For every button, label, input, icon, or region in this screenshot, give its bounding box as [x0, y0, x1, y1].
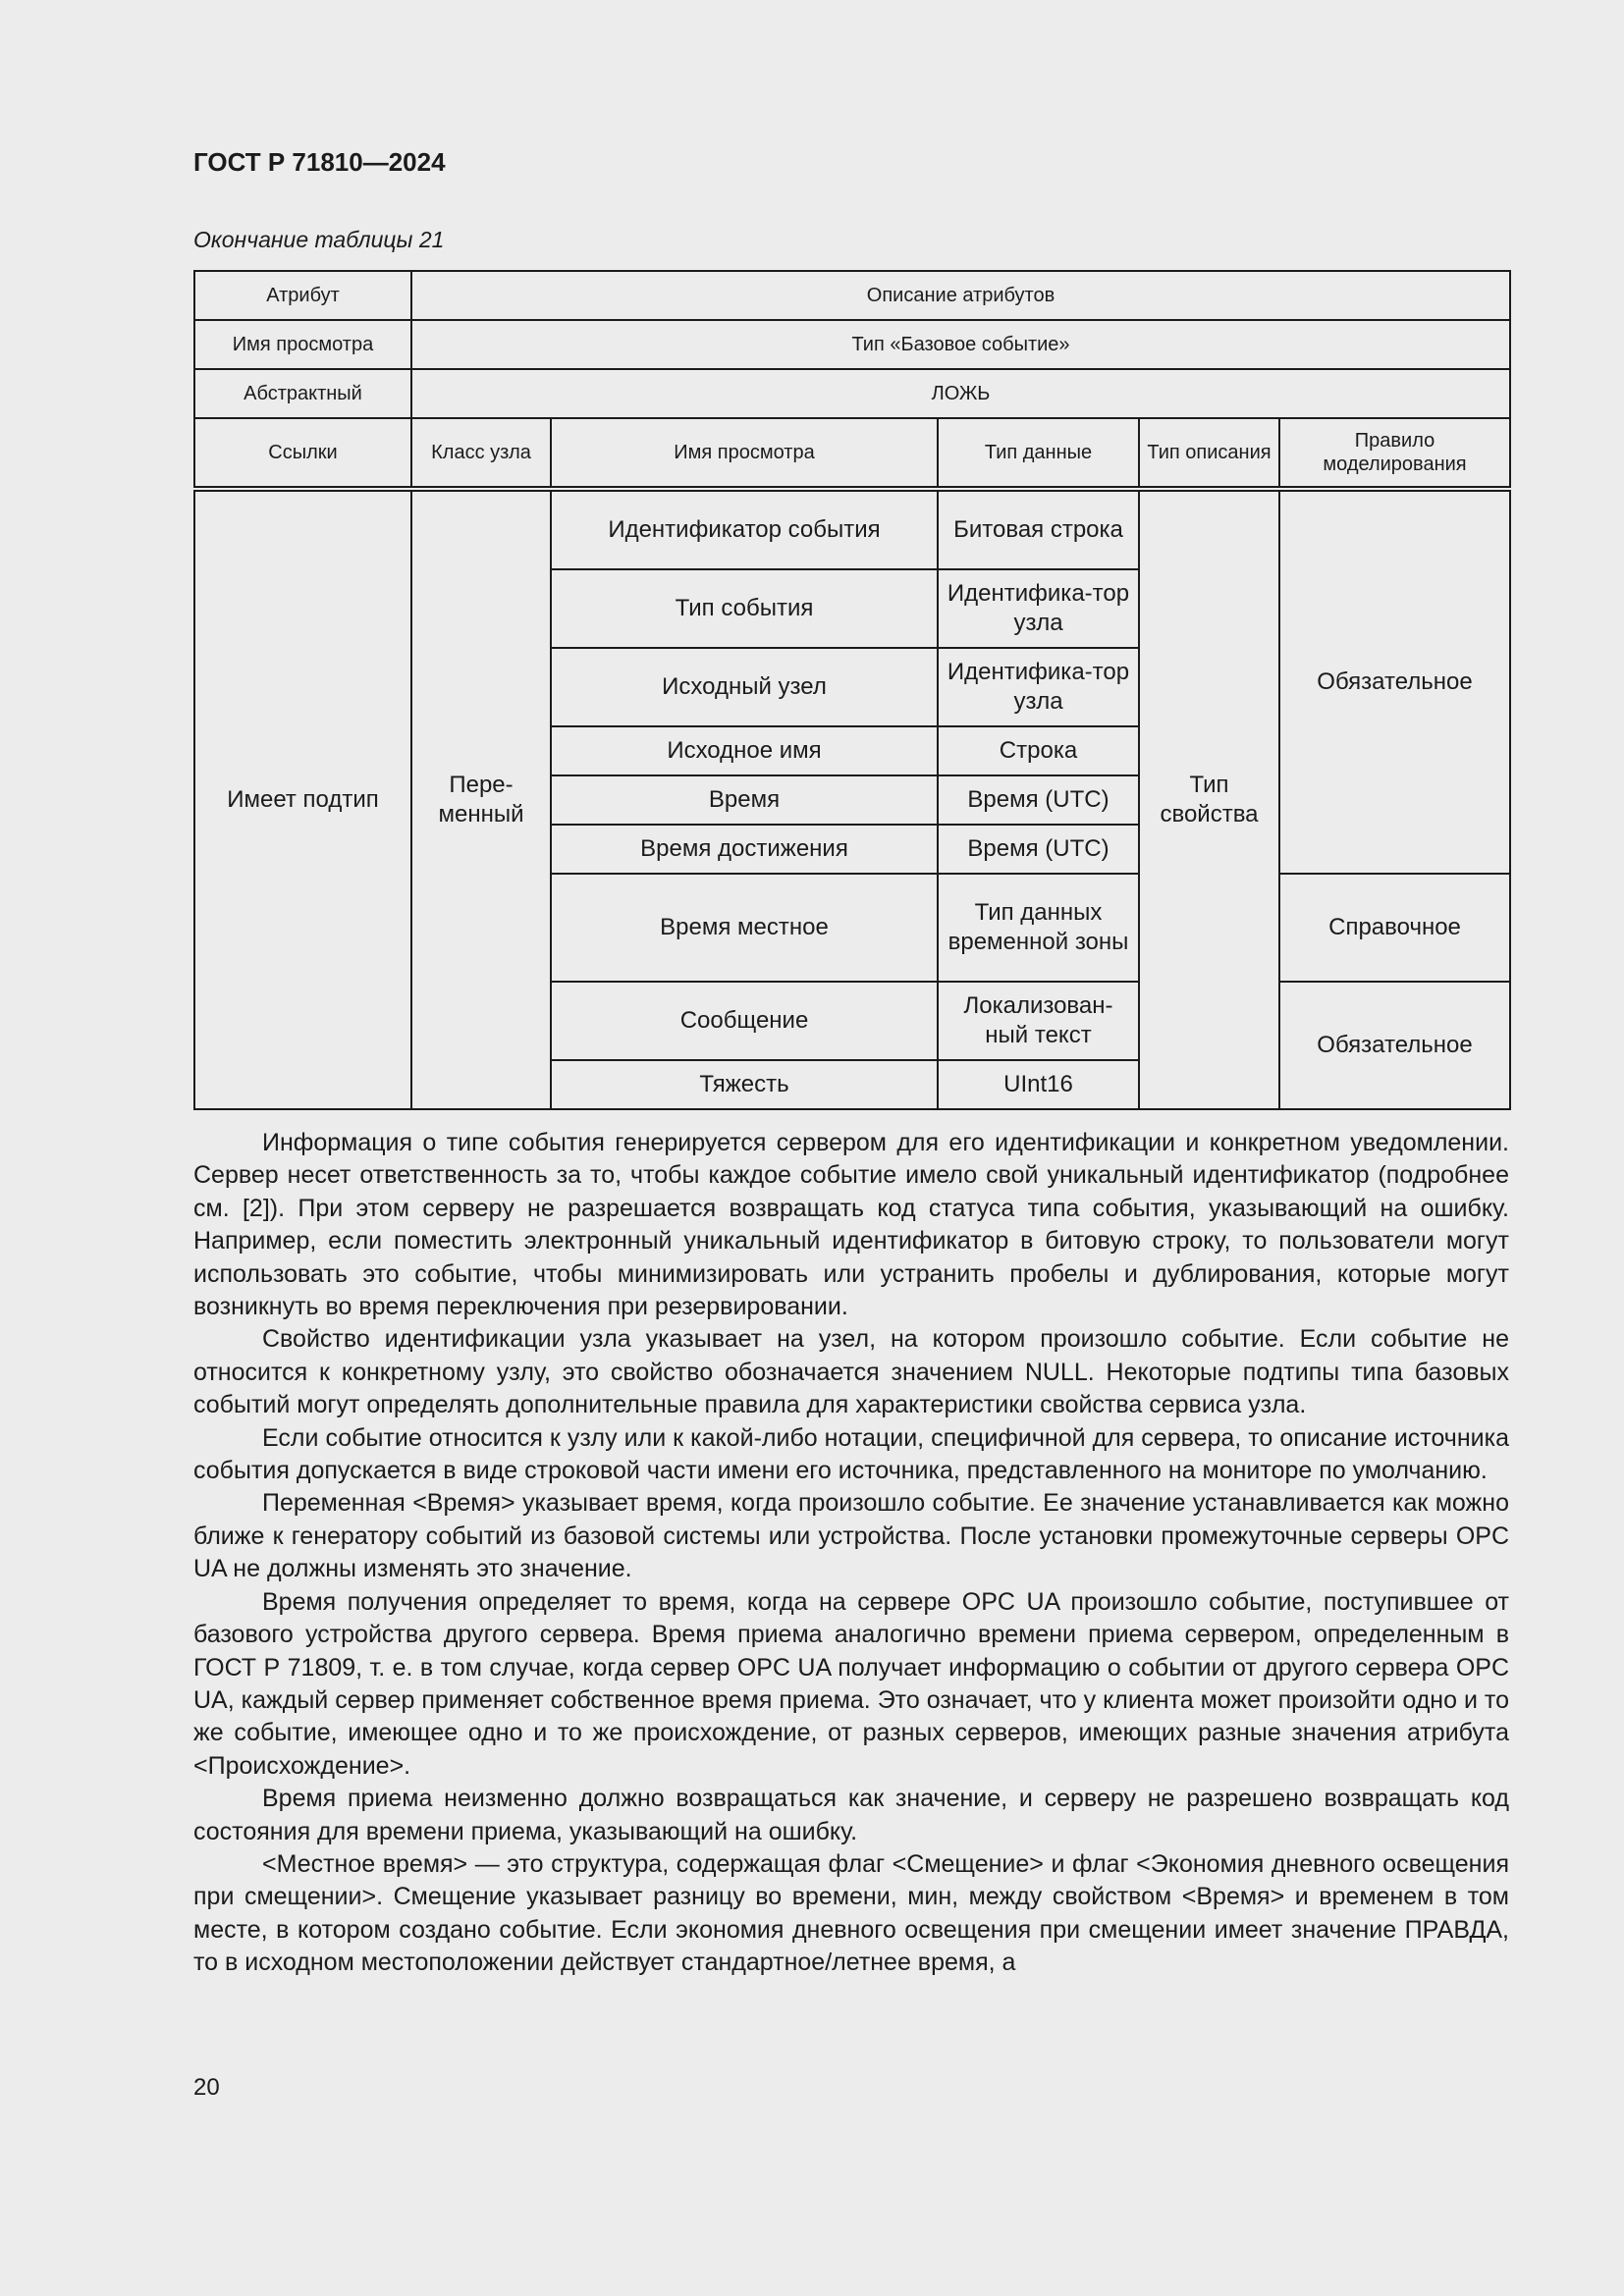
data-type-cell: Локализован-ный текст [938, 982, 1139, 1060]
attr-value-cell: Тип «Базовое событие» [411, 320, 1510, 369]
data-type-cell: Время (UTC) [938, 775, 1139, 825]
paragraph: Время получения определяет то время, когда на сервере OPC UA произошло событие, поступившее от базового устройства другого сервера. Время приема аналогично времени приема сервером, определенным в ГОСТ Р 71809, т. е. в том случае, когда сервер OPC UA получает информацию о событии от другого сервера OPC UA, каждый сервер применяет собственное время приема. Это означает, что у клиента может произойти одно и то же событие, имеющее одно и то же происхождение, от разных серверов, имеющих разные значения атрибута <Происхождение>. [193, 1587, 1509, 1780]
attr-value-cell: ЛОЖЬ [411, 369, 1510, 418]
browse-name-cell: Тип события [551, 569, 938, 648]
paragraph: Переменная <Время> указывает время, когда произошло событие. Ее значение устанавливается как можно ближе к генератору событий из базовой системы или устройства. После установки промежуточные серверы OPC UA не должны изменять это значение. [193, 1489, 1509, 1583]
document-header: ГОСТ Р 71810—2024 [193, 147, 446, 177]
paragraph: Если событие относится к узлу или к какой-либо нотации, специфичной для сервера, то описание источника события допускается в виде строковой части имени его источника, представленного на мониторе по умолчанию. [193, 1423, 1509, 1485]
attr-name-cell: Абстрактный [194, 369, 411, 418]
modelling-rule-cell: Обязательное [1279, 489, 1510, 874]
browse-name-cell: Исходное имя [551, 726, 938, 775]
table-row [194, 369, 1510, 418]
data-type-cell: Строка [938, 726, 1139, 775]
data-type-cell: Идентифика-тор узла [938, 569, 1139, 648]
browse-name-cell: Время [551, 775, 938, 825]
paragraph: <Местное время> — это структура, содержащая флаг <Смещение> и флаг <Экономия дневного освещения при смещении>. Смещение указывает разницу во времени, мин, между свойством <Время> и временем в том месте, в котором создано событие. Если экономия дневного освещения при смещении имеет значение ПРАВДА, то в исходном местоположении действует стандартное/летнее время, а [193, 1849, 1509, 1977]
browse-name-cell: Время местное [551, 874, 938, 982]
paragraph: Свойство идентификации узла указывает на узел, на котором произошло событие. Если событие не относится к конкретному узлу, это свойство обозначается значением NULL. Некоторые подтипы типа базовых событий могут определять дополнительные правила для характеристики свойства сервиса узла. [193, 1325, 1509, 1419]
column-header: Класс узла [411, 418, 551, 489]
paragraph: Время приема неизменно должно возвращаться как значение, и серверу не разрешено возвращать код состояния для времени приема, указывающий на ошибку. [193, 1785, 1509, 1845]
table-row [194, 489, 1510, 569]
browse-name-cell: Идентификатор события [551, 489, 938, 569]
modelling-rule-cell: Обязательное [1279, 982, 1510, 1109]
attributes-table [193, 270, 1511, 1110]
body-text [193, 1127, 1509, 1980]
table-header-cell: Описание атрибутов [411, 271, 1510, 320]
modelling-rule-cell: Справочное [1279, 874, 1510, 982]
column-header: Ссылки [194, 418, 411, 489]
table-caption: Окончание таблицы 21 [193, 227, 445, 252]
node-class-cell: Пере-менный [411, 489, 551, 1109]
type-def-cell: Тип свойства [1139, 489, 1279, 1109]
table-header-row [194, 418, 1510, 489]
paragraph: Информация о типе события генерируется сервером для его идентификации и конкретном уведомлении. Сервер несет ответственность за то, чтобы каждое событие имело свой уникальный идентификатор (подробнее см. [2]). При этом серверу не разрешается возвращать код статуса типа события, указывающий на ошибку. Например, если поместить электронный уникальный идентификатор в битовую строку, то пользователи могут использовать это событие, чтобы минимизировать или устранить пробелы и дублирования, которые могут возникнуть во время переключения при резервировании. [193, 1129, 1509, 1321]
browse-name-cell: Тяжесть [551, 1060, 938, 1109]
browse-name-cell: Время достижения [551, 825, 938, 874]
data-type-cell: Тип данных временной зоны [938, 874, 1139, 982]
attr-name-cell: Имя просмотра [194, 320, 411, 369]
column-header: Тип данные [938, 418, 1139, 489]
reference-cell: Имеет подтип [194, 489, 411, 1109]
column-header: Правило моделирования [1279, 418, 1510, 489]
data-type-cell: Время (UTC) [938, 825, 1139, 874]
table-row [194, 271, 1510, 320]
browse-name-cell: Исходный узел [551, 648, 938, 726]
data-type-cell: Идентифика-тор узла [938, 648, 1139, 726]
page-number: 20 [193, 2074, 220, 2101]
data-type-cell: Битовая строка [938, 489, 1139, 569]
column-header: Имя просмотра [551, 418, 938, 489]
table-row [194, 320, 1510, 369]
data-type-cell: UInt16 [938, 1060, 1139, 1109]
table-header-cell: Атрибут [194, 271, 411, 320]
column-header: Тип описания [1139, 418, 1279, 489]
browse-name-cell: Сообщение [551, 982, 938, 1060]
